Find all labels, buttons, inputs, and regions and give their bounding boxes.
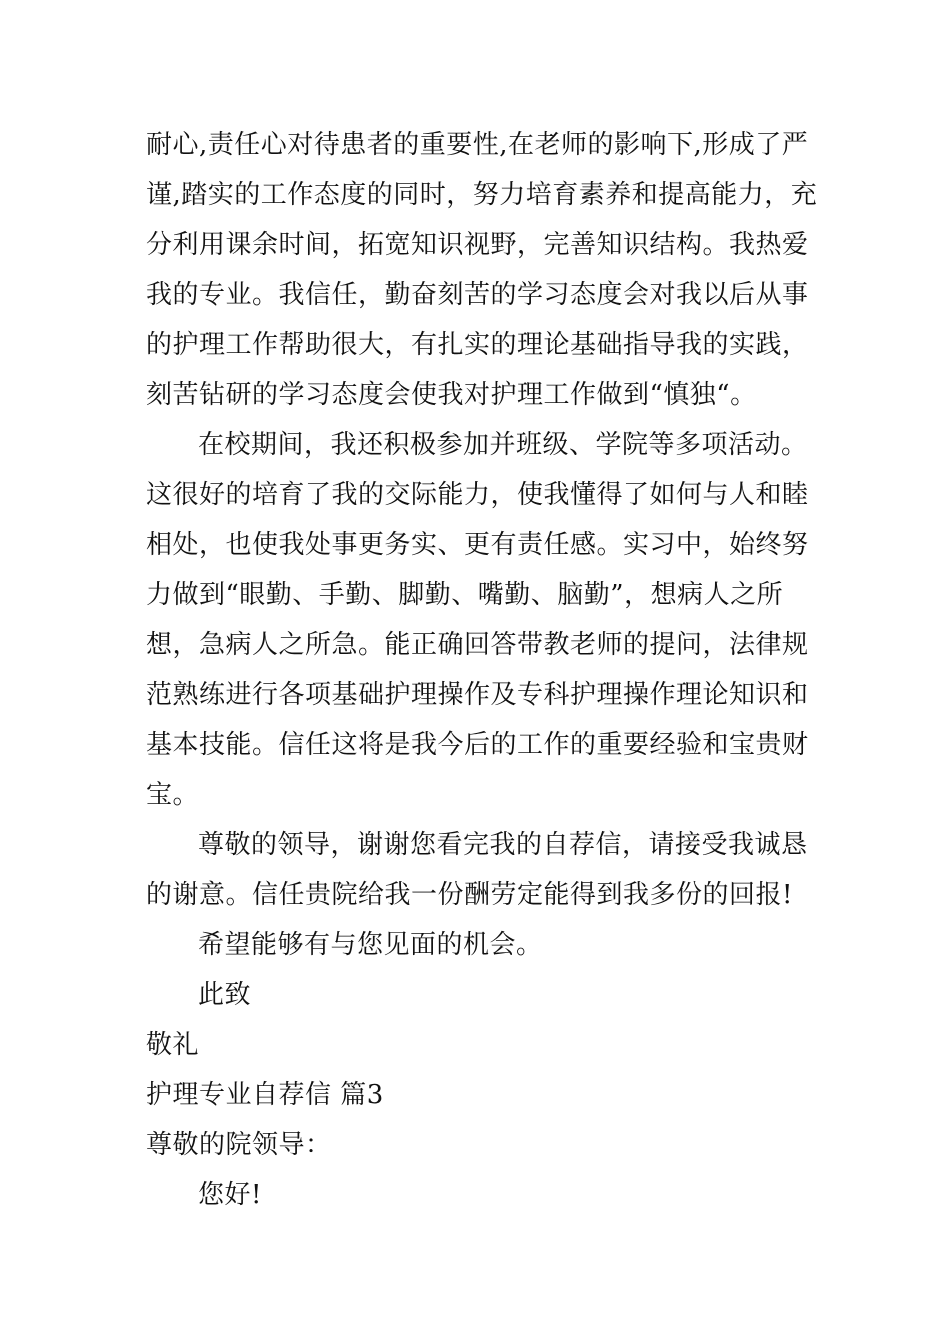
paragraph-line: 范熟练进行各项基础护理操作及专科护理操作理论知识和	[146, 680, 809, 710]
paragraph-line: 这很好的培育了我的交际能力，使我懂得了如何与人和睦	[146, 480, 809, 510]
paragraph-line: 的谢意。信任贵院给我一份酬劳定能得到我多份的回报!	[146, 880, 793, 910]
paragraph-line: 宝。	[146, 780, 200, 810]
salutation-cizhi: 此致	[198, 980, 252, 1010]
paragraph-line: 想，急病人之所急。能正确回答带教老师的提问，法律规	[146, 630, 809, 660]
paragraph-line: 谨,踏实的工作态度的同时，努力培育素养和提高能力，充	[146, 180, 818, 210]
paragraph-line: 基本技能。信任这将是我今后的工作的重要经验和宝贵财	[146, 730, 809, 760]
letter-opening: 您好!	[198, 1180, 262, 1210]
document-page	[146, 120, 818, 1220]
section-heading: 护理专业自荐信 篇3	[146, 1080, 384, 1110]
paragraph-line: 力做到“眼勤、手勤、脚勤、嘴勤、脑勤”，想病人之所	[146, 580, 784, 610]
paragraph-line: 分利用课余时间，拓宽知识视野，完善知识结构。我热爱	[146, 230, 809, 260]
paragraph-line: 相处，也使我处事更务实、更有责任感。实习中，始终努	[146, 530, 809, 560]
paragraph-line: 刻苦钻研的学习态度会使我对护理工作做到“慎独“。	[146, 380, 757, 410]
paragraph-line: 尊敬的领导，谢谢您看完我的自荐信，请接受我诚恳	[198, 830, 808, 860]
paragraph-line: 我的专业。我信任，勤奋刻苦的学习态度会对我以后从事	[146, 280, 809, 310]
letter-greeting: 尊敬的院领导：	[146, 1130, 332, 1160]
paragraph-line: 耐心,责任心对待患者的重要性,在老师的影响下,形成了严	[146, 130, 809, 160]
paragraph-line: 在校期间，我还积极参加并班级、学院等多项活动。	[198, 430, 808, 460]
closing-wish: 希望能够有与您见面的机会。	[198, 930, 543, 960]
salutation-jingli: 敬礼	[146, 1030, 200, 1060]
paragraph-line: 的护理工作帮助很大，有扎实的理论基础指导我的实践，	[146, 330, 809, 360]
